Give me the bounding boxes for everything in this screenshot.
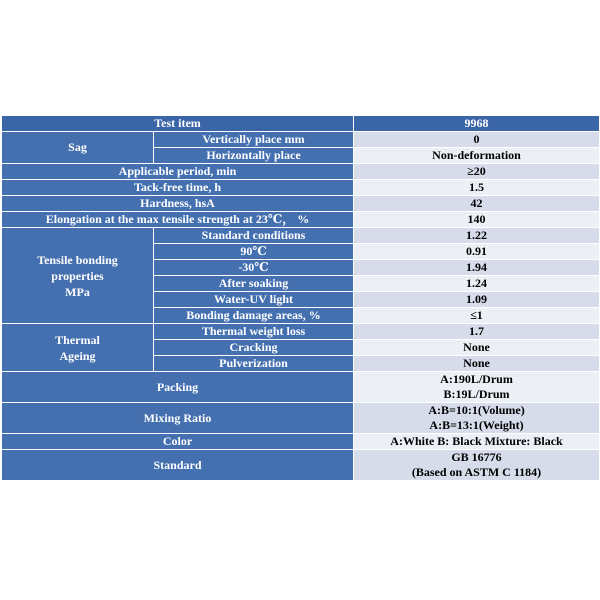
row-value: 1.24 xyxy=(354,276,600,292)
group-label-tensile xyxy=(2,228,154,324)
row-value: None xyxy=(354,356,600,372)
row-label: Applicable period, min xyxy=(2,164,354,180)
row-label: Tack-free time, h xyxy=(2,180,354,196)
header-test-item: Test item xyxy=(2,116,354,132)
spec-table xyxy=(1,115,600,481)
group-label-line: Thermal xyxy=(55,332,100,347)
row-label-standard: Standard xyxy=(2,450,354,481)
row-value: 140 xyxy=(354,212,600,228)
row-label: Horizontally place xyxy=(154,148,354,164)
row-value: None xyxy=(354,340,600,356)
value-line: B:19L/Drum xyxy=(443,387,510,401)
group-label-line: properties xyxy=(51,268,104,283)
row-value-packing xyxy=(354,372,600,403)
row-label: Cracking xyxy=(154,340,354,356)
table-row xyxy=(2,434,600,450)
value-line: GB 16776 xyxy=(451,450,502,464)
row-value: 1.09 xyxy=(354,292,600,308)
row-label-color: Color xyxy=(2,434,354,450)
group-label-sag: Sag xyxy=(2,132,154,164)
value-line: A:B=13:1(Weight) xyxy=(429,418,524,432)
row-value-mixing xyxy=(354,403,600,434)
row-label: Thermal weight loss xyxy=(154,324,354,340)
row-value: 1.94 xyxy=(354,260,600,276)
row-value: 0 xyxy=(354,132,600,148)
table-row xyxy=(2,164,600,180)
table-row xyxy=(2,372,600,403)
value-line: (Based on ASTM C 1184) xyxy=(411,465,542,479)
row-value: ≤1 xyxy=(354,308,600,324)
table-row xyxy=(2,132,600,148)
row-value: ≥20 xyxy=(354,164,600,180)
group-label-line: Tensile bonding xyxy=(37,252,118,267)
row-value: 1.7 xyxy=(354,324,600,340)
table-row xyxy=(2,212,600,228)
table-row xyxy=(2,324,600,340)
header-model: 9968 xyxy=(354,116,600,132)
group-label-thermal xyxy=(2,324,154,372)
row-label: Standard conditions xyxy=(154,228,354,244)
row-value-standard xyxy=(354,450,600,481)
row-label: Water-UV light xyxy=(154,292,354,308)
table-row xyxy=(2,228,600,244)
row-label: Vertically place mm xyxy=(154,132,354,148)
row-label: -30℃ xyxy=(154,260,354,276)
row-label-packing: Packing xyxy=(2,372,354,403)
row-value: 0.91 xyxy=(354,244,600,260)
row-label: Elongation at the max tensile strength at 23℃， % xyxy=(2,212,354,228)
group-label-line: MPa xyxy=(65,284,90,299)
table-row xyxy=(2,196,600,212)
row-value: 1.22 xyxy=(354,228,600,244)
row-label: Hardness, hsA xyxy=(2,196,354,212)
row-label: Pulverization xyxy=(154,356,354,372)
row-value: Non-deformation xyxy=(354,148,600,164)
group-label-line: Ageing xyxy=(59,348,96,363)
value-line: A:190L/Drum xyxy=(440,372,513,386)
row-value: 1.5 xyxy=(354,180,600,196)
row-label-mixing: Mixing Ratio xyxy=(2,403,354,434)
row-value-color: A:White B: Black Mixture: Black xyxy=(354,434,600,450)
row-label: After soaking xyxy=(154,276,354,292)
table-row xyxy=(2,403,600,434)
row-value: 42 xyxy=(354,196,600,212)
table-row xyxy=(2,450,600,481)
row-label: 90℃ xyxy=(154,244,354,260)
value-line: A:B=10:1(Volume) xyxy=(428,403,525,417)
table-header-row xyxy=(2,116,600,132)
table-row xyxy=(2,180,600,196)
row-label: Bonding damage areas, % xyxy=(154,308,354,324)
